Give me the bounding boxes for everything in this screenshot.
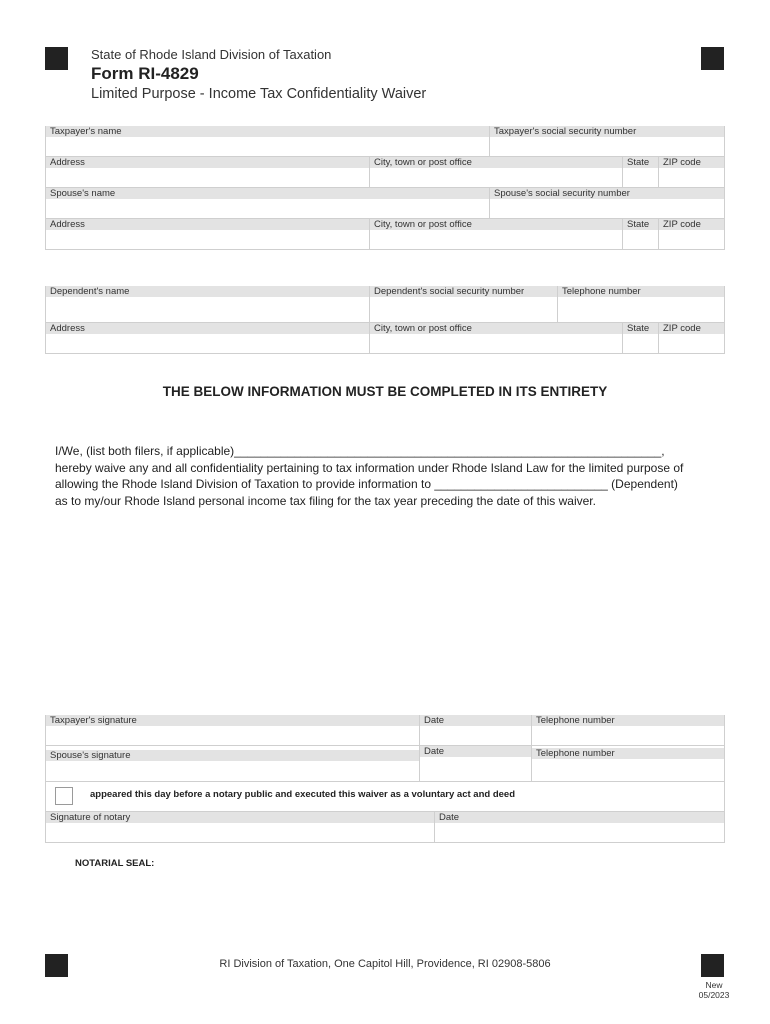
spouse-state-field[interactable] [622, 219, 658, 250]
taxpayer-date-field[interactable] [419, 715, 531, 746]
address-label: Address [46, 157, 369, 168]
taxpayer-telephone-field[interactable] [531, 715, 725, 746]
form-subtitle: Limited Purpose - Income Tax Confidentiality Waiver [91, 86, 427, 102]
waiver-line-4: as to my/our Rhode Island personal income tax filing for the tax year preceding the date of this waiver. [55, 493, 596, 508]
taxpayer-name-row [45, 126, 725, 157]
taxpayer-city-field[interactable] [369, 157, 622, 188]
date-label: Date [420, 746, 531, 757]
date-label: Date [420, 715, 531, 726]
date-label: Date [435, 812, 724, 823]
telephone-label: Telephone number [532, 748, 724, 759]
spouse-address-field[interactable] [45, 219, 369, 250]
waiver-line-1: I/We, (list both filers, if applicable)________________________________________________________________, [55, 444, 665, 458]
taxpayer-section [45, 126, 725, 250]
taxpayer-name-label: Taxpayer's name [46, 126, 489, 137]
city-label: City, town or post office [370, 323, 622, 334]
dependent-telephone-field[interactable] [557, 286, 725, 323]
telephone-label: Telephone number [558, 286, 724, 297]
dependent-ssn-field[interactable] [369, 286, 557, 323]
taxpayer-signature-row [45, 715, 725, 746]
zip-label: ZIP code [659, 219, 724, 230]
dependent-section [45, 286, 725, 354]
spouse-signature-row [45, 746, 725, 782]
taxpayer-signature-label: Taxpayer's signature [46, 715, 419, 726]
spouse-ssn-label: Spouse's social security number [490, 188, 724, 199]
spouse-ssn-field[interactable] [489, 188, 725, 219]
dependent-name-label: Dependent's name [46, 286, 369, 297]
taxpayer-name-field[interactable] [45, 126, 489, 157]
instruction-heading: THE BELOW INFORMATION MUST BE COMPLETED IN ITS ENTIRETY [162, 384, 608, 399]
spouse-signature-field[interactable] [45, 746, 419, 782]
signature-section [45, 715, 725, 843]
state-label: State [623, 157, 658, 168]
state-label: State [623, 219, 658, 230]
taxpayer-ssn-label: Taxpayer's social security number [490, 126, 724, 137]
spouse-zip-field[interactable] [658, 219, 725, 250]
spouse-telephone-field[interactable] [531, 746, 725, 782]
dependent-name-field[interactable] [45, 286, 369, 323]
taxpayer-zip-field[interactable] [658, 157, 725, 188]
zip-label: ZIP code [659, 323, 724, 334]
agency-name: State of Rhode Island Division of Taxation [91, 47, 332, 62]
spouse-name-label: Spouse's name [46, 188, 489, 199]
state-label: State [623, 323, 658, 334]
notary-acknowledgment-row [45, 782, 725, 812]
revision-new: New [705, 980, 723, 990]
registration-mark-top-right [701, 47, 724, 70]
taxpayer-state-field[interactable] [622, 157, 658, 188]
form-title: Form RI-4829 [91, 64, 199, 83]
zip-label: ZIP code [659, 157, 724, 168]
taxpayer-address-field[interactable] [45, 157, 369, 188]
waiver-line-3: allowing the Rhode Island Division of Taxation to provide information to __________________________ (Dependent) [55, 477, 678, 491]
revision-date: 05/2023 [698, 990, 730, 1000]
notary-signature-label: Signature of notary [46, 812, 434, 823]
notary-signature-field[interactable] [45, 812, 434, 843]
address-label: Address [46, 219, 369, 230]
notary-checkbox[interactable] [55, 787, 73, 805]
address-label: Address [46, 323, 369, 334]
dependent-name-row [45, 286, 725, 323]
spouse-date-field[interactable] [419, 746, 531, 782]
notary-date-field[interactable] [434, 812, 725, 843]
dependent-address-row [45, 323, 725, 354]
taxpayer-address-row [45, 157, 725, 188]
spouse-city-field[interactable] [369, 219, 622, 250]
dependent-ssn-label: Dependent's social security number [370, 286, 557, 297]
dependent-address-field[interactable] [45, 323, 369, 354]
revision-tag [694, 980, 734, 1000]
dependent-zip-field[interactable] [658, 323, 725, 354]
spouse-name-field[interactable] [45, 188, 489, 219]
telephone-label: Telephone number [532, 715, 724, 726]
dependent-state-field[interactable] [622, 323, 658, 354]
notary-statement: appeared this day before a notary public and executed this waiver as a voluntary act and deed [90, 789, 515, 800]
registration-mark-top-left [45, 47, 68, 70]
spouse-signature-label: Spouse's signature [46, 750, 419, 761]
spouse-name-row [45, 188, 725, 219]
dependent-city-field[interactable] [369, 323, 622, 354]
waiver-line-2: hereby waive any and all confidentiality pertaining to tax information under Rhode Island Law for the limited purpose of [55, 460, 684, 475]
spouse-address-row [45, 219, 725, 250]
notarial-seal-label: NOTARIAL SEAL: [75, 858, 155, 869]
notary-signature-row [45, 812, 725, 843]
footer-address: RI Division of Taxation, One Capitol Hill, Providence, RI 02908-5806 [219, 958, 551, 970]
city-label: City, town or post office [370, 219, 622, 230]
waiver-paragraph [55, 443, 725, 509]
city-label: City, town or post office [370, 157, 622, 168]
taxpayer-ssn-field[interactable] [489, 126, 725, 157]
taxpayer-signature-field[interactable] [45, 715, 419, 746]
